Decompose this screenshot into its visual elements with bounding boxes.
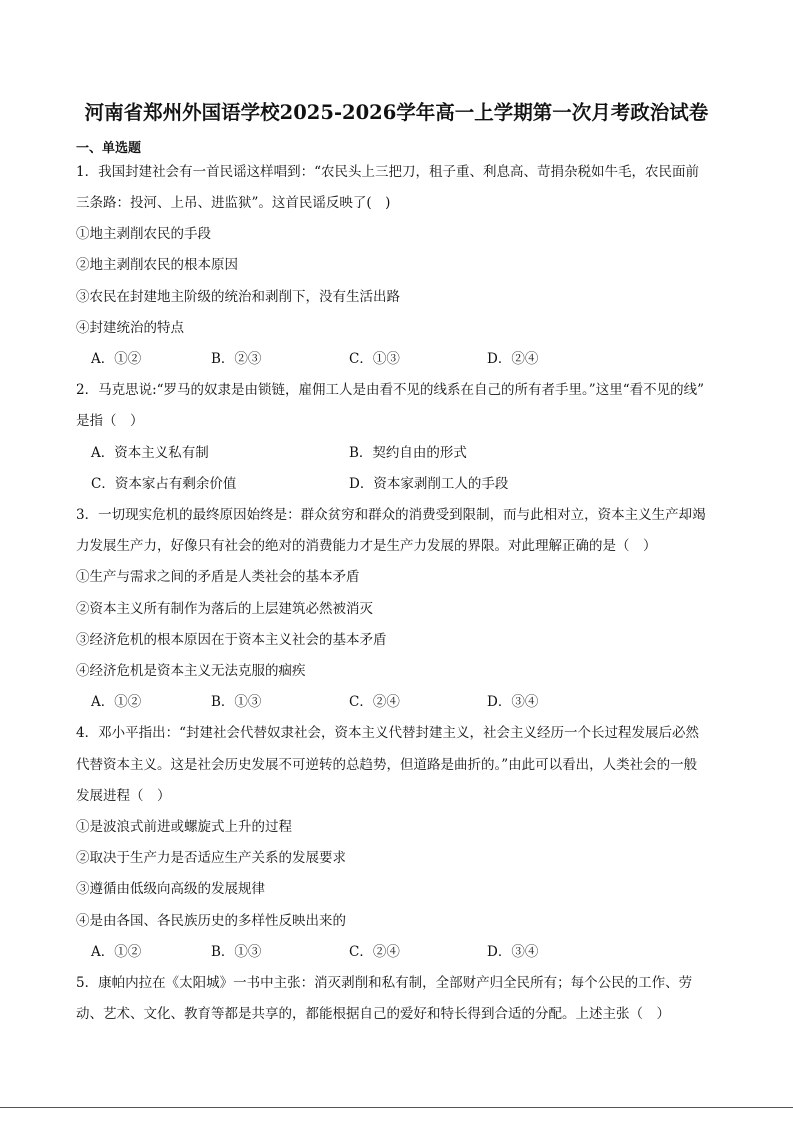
q2-stem-line2: 是指（ ） <box>76 413 144 429</box>
section-heading: 一、单选题 <box>76 141 142 156</box>
q3-option-a[interactable]: A．①② <box>91 694 142 710</box>
q1-stem-line2: 三条路：投河、上吊、进监狱”。这首民谣反映了( ) <box>76 195 391 211</box>
q2-option-a[interactable]: A．资本主义私有制 <box>91 445 209 461</box>
q2-option-d[interactable]: D．资本家剥削工人的手段 <box>349 476 509 492</box>
page-bottom-divider <box>0 1107 793 1108</box>
q3-stem-line2: 力发展生产力，好像只有社会的绝对的消费能力才是生产力发展的界限。对此理解正确的是（ ） <box>76 538 657 554</box>
q3-stem-line1: 3．一切现实危机的最终原因始终是：群众贫穷和群众的消费受到限制，而与此相对立，资本主义生产却竭 <box>76 507 706 523</box>
q2-stem-line1: 2．马克思说:“罗马的奴隶是由锁链，雇佣工人是由看不见的线系在自己的所有者手里。”这里“看不见的线” <box>76 382 704 398</box>
q2-option-b[interactable]: B．契约自由的形式 <box>349 445 467 461</box>
q3-option-d[interactable]: D．③④ <box>487 694 539 710</box>
q1-statement-3: ③农民在封建地主阶级的统治和剥削下，没有生活出路 <box>76 289 400 305</box>
q3-statement-1: ①生产与需求之间的矛盾是人类社会的基本矛盾 <box>76 569 360 585</box>
q4-stem-line3: 发展进程（ ） <box>76 788 171 804</box>
q1-statement-1: ①地主剥削农民的手段 <box>76 226 211 242</box>
q1-option-b[interactable]: B．②③ <box>211 351 262 367</box>
q4-statement-3: ③遵循由低级向高级的发展规律 <box>76 881 265 897</box>
page-title: 河南省郑州外国语学校2025-2026学年高一上学期第一次月考政治试卷 <box>84 101 709 124</box>
q4-option-b[interactable]: B．①③ <box>211 944 262 960</box>
q4-statement-4: ④是由各国、各民族历史的多样性反映出来的 <box>76 913 346 929</box>
q1-statement-2: ②地主剥削农民的根本原因 <box>76 257 238 273</box>
q4-option-a[interactable]: A．①② <box>91 944 142 960</box>
q3-statement-2: ②资本主义所有制作为落后的上层建筑必然被消灭 <box>76 601 373 617</box>
q4-statement-2: ②取决于生产力是否适应生产关系的发展要求 <box>76 850 346 866</box>
q4-statement-1: ①是波浪式前进或螺旋式上升的过程 <box>76 819 292 835</box>
q3-option-b[interactable]: B．①③ <box>211 694 262 710</box>
q4-option-c[interactable]: C．②④ <box>349 944 400 960</box>
q1-option-c[interactable]: C．①③ <box>349 351 400 367</box>
q5-stem-line1: 5．康帕内拉在《太阳城》一书中主张：消灭剥削和私有制，全部财产归全民所有；每个公民的工作、劳 <box>76 975 693 991</box>
q4-stem-line1: 4．邓小平指出：“封建社会代替奴隶社会，资本主义代替封建主义，社会主义经历一个长过程发展后必然 <box>76 725 699 741</box>
q3-statement-3: ③经济危机的根本原因在于资本主义社会的基本矛盾 <box>76 632 387 648</box>
q3-statement-4: ④经济危机是资本主义无法克服的痼疾 <box>76 663 306 679</box>
q3-option-c[interactable]: C．②④ <box>349 694 400 710</box>
q4-stem-line2: 代替资本主义。这是社会历史发展不可逆转的总趋势，但道路是曲折的。”由此可以看出，人类社会的一般 <box>76 757 698 773</box>
q1-option-d[interactable]: D．②④ <box>487 351 539 367</box>
q5-stem-line2: 动、艺术、文化、教育等都是共享的，都能根据自己的爱好和特长得到合适的分配。上述主张（ ） <box>76 1006 670 1022</box>
q1-statement-4: ④封建统治的特点 <box>76 320 184 336</box>
q1-stem-line1: 1．我国封建社会有一首民谣这样唱到：“农民头上三把刀，租子重、利息高、苛捐杂税如牛毛，农民面前 <box>76 164 699 180</box>
q1-option-a[interactable]: A．①② <box>91 351 142 367</box>
q2-option-c[interactable]: C．资本家占有剩余价值 <box>91 476 237 492</box>
q4-option-d[interactable]: D．③④ <box>487 944 539 960</box>
